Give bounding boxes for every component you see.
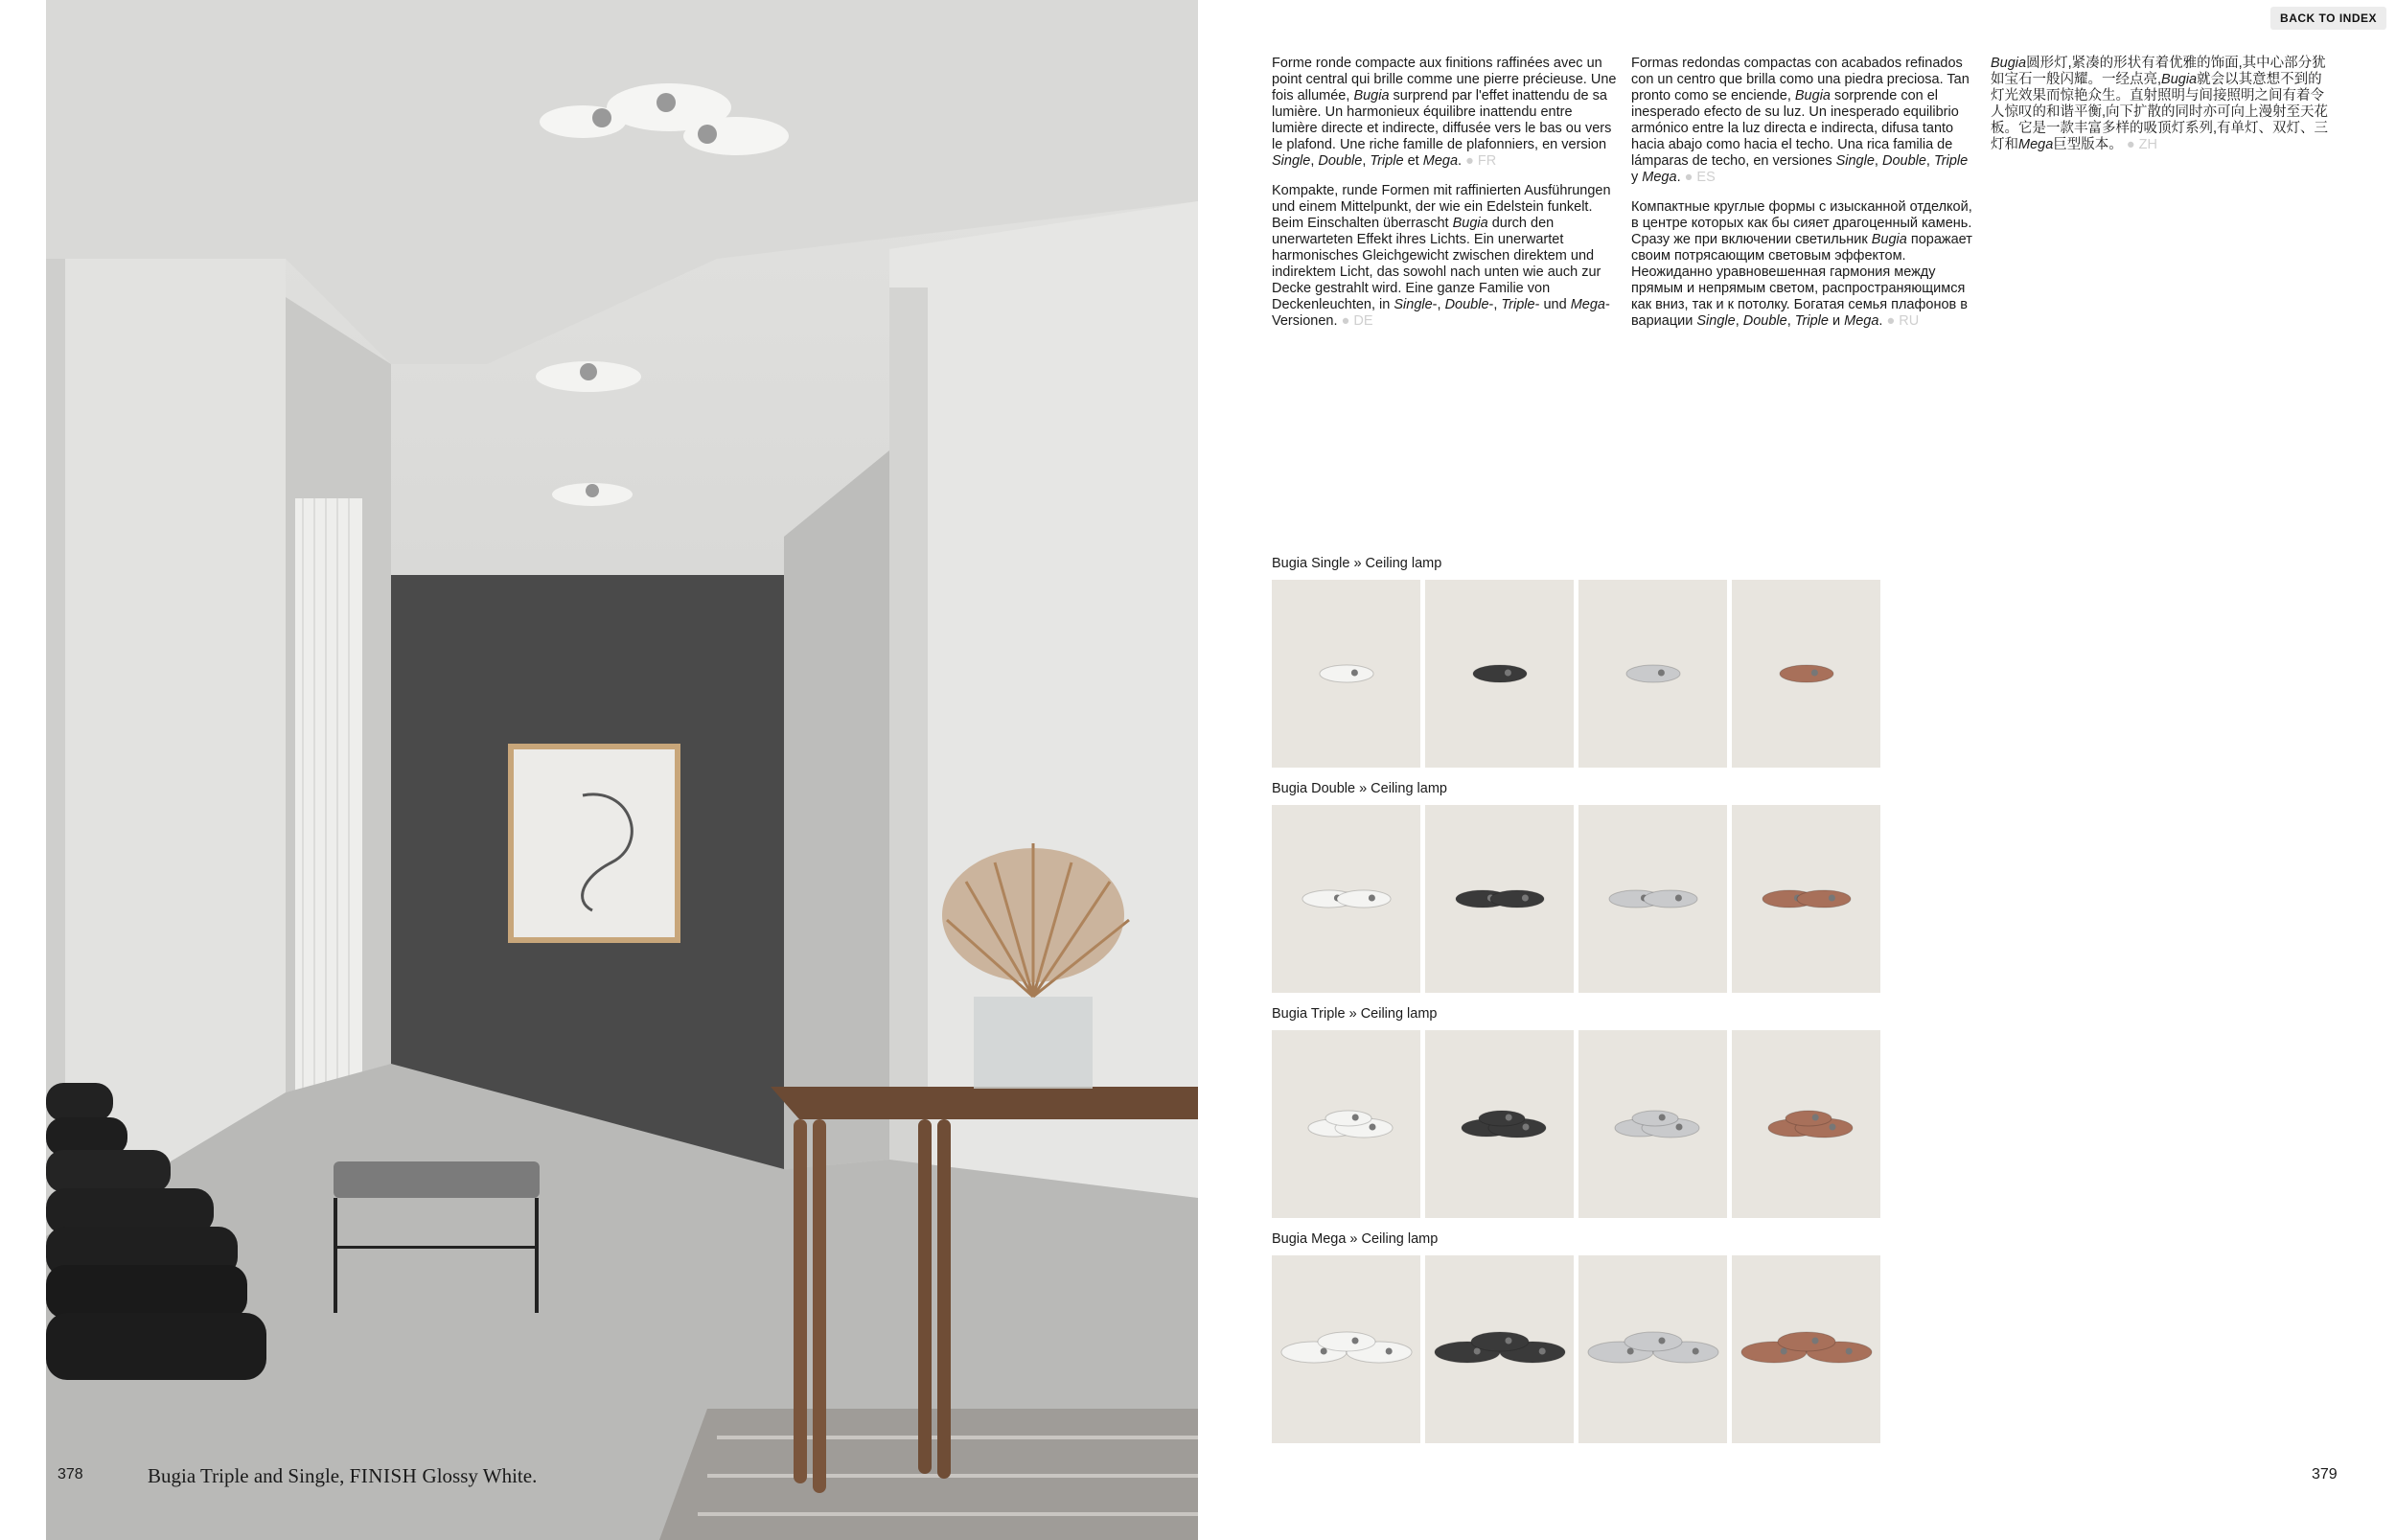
lamp-thumbnail-triple-chrome xyxy=(1586,1095,1720,1153)
product-tile[interactable] xyxy=(1272,805,1420,993)
lamp-diffuser-0 xyxy=(1504,670,1510,677)
lamp-diffuser-1 xyxy=(1368,895,1374,902)
lamp-disc-0 xyxy=(1780,665,1833,682)
lamp-disc-1 xyxy=(1490,890,1544,908)
lamp-diffuser-1 xyxy=(1675,1124,1682,1131)
language-tag-fr: ● FR xyxy=(1465,153,1497,169)
lamp-thumbnail-double-bronze xyxy=(1739,870,1874,928)
lamp-diffuser-1 xyxy=(1828,895,1834,902)
lamp-thumbnail-double-chrome xyxy=(1586,870,1720,928)
lamp-thumbnail-single-white xyxy=(1279,645,1414,702)
product-tile[interactable] xyxy=(1425,1030,1574,1218)
product-tiles-mega xyxy=(1272,1255,1880,1443)
product-tile[interactable] xyxy=(1732,1030,1880,1218)
lamp-diffuser-1 xyxy=(1845,1348,1852,1355)
caption-finish-label: FINISH xyxy=(349,1464,418,1487)
lamp-thumbnail-single-black xyxy=(1433,645,1567,702)
lamp-disc-0 xyxy=(1473,665,1527,682)
lamp-disc-0 xyxy=(1626,665,1680,682)
lamp-disc-0 xyxy=(1320,665,1373,682)
text-fr: Forme ronde compacte aux finitions raffinées avec un point central qui brille comme une pierre précieuse. Une fois allumée, Bugia surprend par l'effet inattendu de sa lumière. Un harmonieux équilibre inattendu entre lumière directe et indirecte, diffusée vers le bas ou vers le plafond. Une riche famille de plafonniers, en version Single, Double, Triple et Mega. ● FR xyxy=(1272,56,1617,169)
lamp-thumbnail-double-white xyxy=(1279,870,1414,928)
product-tiles-single xyxy=(1272,580,1880,768)
back-to-index-button[interactable]: BACK TO INDEX xyxy=(2270,7,2386,30)
lamp-disc-2 xyxy=(1785,1111,1832,1126)
lamp-diffuser-1 xyxy=(1522,1124,1529,1131)
language-tag-zh: ● ZH xyxy=(2126,137,2157,152)
text-de: Kompakte, runde Formen mit raffinierten Ausführungen und einem Mittelpunkt, der wie ein Edelstein funkelt. Beim Einschalten überrascht Bugia durch den unerwarteten Effekt ihres Lichts. Ein unerwartet harmonisches Gleichgewicht zwischen direktem und indirektem Licht, das sowohl nach unten wie auch zur Decke gestrahlt wird. Eine ganze Familie von Deckenleuchten, in Single-, Double-, Triple- und Mega-Versionen. ● DE xyxy=(1272,183,1611,329)
product-tile[interactable] xyxy=(1578,1255,1727,1443)
lamp-diffuser-2 xyxy=(1351,1338,1358,1345)
lamp-diffuser-2 xyxy=(1658,1338,1665,1345)
lamp-diffuser-2 xyxy=(1505,1115,1511,1121)
lamp-thumbnail-mega-black xyxy=(1433,1321,1567,1378)
product-title-single: Bugia Single » Ceiling lamp xyxy=(1272,556,1442,571)
lamp-diffuser-1 xyxy=(1385,1348,1392,1355)
product-tile[interactable] xyxy=(1578,1030,1727,1218)
lamp-diffuser-0 xyxy=(1657,670,1664,677)
lamp-diffuser-2 xyxy=(1658,1115,1665,1121)
lamp-disc-1 xyxy=(1337,890,1391,908)
lamp-disc-1 xyxy=(1797,890,1851,908)
lamp-disc-1 xyxy=(1644,890,1697,908)
lamp-diffuser-1 xyxy=(1521,895,1528,902)
product-tile[interactable] xyxy=(1272,580,1420,768)
lamp-disc-2 xyxy=(1318,1332,1375,1351)
lamp-diffuser-1 xyxy=(1692,1348,1698,1355)
text-es: Formas redondas compactas con acabados refinados con un centro que brilla como una piedra preciosa. Tan pronto como se enciende, Bugia sorprende con el inesperado efecto de su luz. Un inesperado equilibrio armónico entre la luz directa e indirecta, difusa tanto hacia abajo como hacia el techo. Una rica familia de lámparas de techo, en versiones Single, Double, Triple y Mega. ● ES xyxy=(1631,56,1970,185)
lamp-diffuser-2 xyxy=(1811,1115,1818,1121)
product-tile[interactable] xyxy=(1272,1030,1420,1218)
lamp-thumbnail-single-chrome xyxy=(1586,645,1720,702)
lamp-disc-2 xyxy=(1325,1111,1371,1126)
interior-photo xyxy=(46,0,1198,1540)
language-tag-es: ● ES xyxy=(1684,170,1716,185)
lamp-diffuser-2 xyxy=(1505,1338,1511,1345)
lamp-diffuser-1 xyxy=(1674,895,1681,902)
lamp-disc-2 xyxy=(1479,1111,1525,1126)
product-tile[interactable] xyxy=(1425,805,1574,993)
lamp-thumbnail-single-bronze xyxy=(1739,645,1874,702)
lamp-diffuser-2 xyxy=(1811,1338,1818,1345)
language-tag-de: ● DE xyxy=(1341,313,1373,329)
text-ru: Компактные круглые формы с изысканной отделкой, в центре которых как бы сияет драгоценный камень. Сразу же при включении светильник Bugia поражает своим потрясающим световым эффектом. Неожиданно уравновешенная гармония между прямым и непрямым светом, распространяющимся как вниз, так и к потолку. Богатая семья плафонов в вариации Single, Double, Triple и Mega. ● RU xyxy=(1631,199,1972,329)
lamp-disc-2 xyxy=(1778,1332,1835,1351)
page-number-left: 378 xyxy=(58,1466,83,1483)
lamp-diffuser-1 xyxy=(1369,1124,1375,1131)
product-tile[interactable] xyxy=(1732,580,1880,768)
product-tile[interactable] xyxy=(1425,1255,1574,1443)
product-tile[interactable] xyxy=(1425,580,1574,768)
caption-finish-value: Glossy White. xyxy=(422,1464,538,1487)
lamp-diffuser-2 xyxy=(1351,1115,1358,1121)
caption-title: Bugia Triple and Single, xyxy=(148,1464,345,1487)
product-tiles-triple xyxy=(1272,1030,1880,1218)
product-tiles-double xyxy=(1272,805,1880,993)
text-column-1 xyxy=(1272,56,1617,343)
lamp-disc-2 xyxy=(1632,1111,1678,1126)
text-zh: Bugia圆形灯,紧凑的形状有着优雅的饰面,其中心部分犹如宝石一般闪耀。一经点亮,Bugia就会以其意想不到的灯光效果而惊艳众生。直射照明与间接照明之间有着令人惊叹的和谐平衡,向下扩散的同时亦可向上漫射至天花板。它是一款丰富多样的吸顶灯系列,有单灯、双灯、三灯和Mega巨型版本。 ● ZH xyxy=(1991,56,2329,152)
lamp-disc-2 xyxy=(1624,1332,1682,1351)
lamp-thumbnail-triple-bronze xyxy=(1739,1095,1874,1153)
lamp-diffuser-1 xyxy=(1829,1124,1835,1131)
product-tile[interactable] xyxy=(1272,1255,1420,1443)
photo-caption xyxy=(148,1464,537,1488)
product-tile[interactable] xyxy=(1732,805,1880,993)
product-title-double: Bugia Double » Ceiling lamp xyxy=(1272,781,1447,796)
right-page xyxy=(1198,0,2396,1540)
lamp-thumbnail-mega-white xyxy=(1279,1321,1414,1378)
product-tile[interactable] xyxy=(1732,1255,1880,1443)
lamp-thumbnail-double-black xyxy=(1433,870,1567,928)
lamp-thumbnail-triple-black xyxy=(1433,1095,1567,1153)
lamp-diffuser-1 xyxy=(1538,1348,1545,1355)
page-number-right: 379 xyxy=(2312,1466,2338,1483)
product-title-triple: Bugia Triple » Ceiling lamp xyxy=(1272,1006,1438,1022)
lamp-diffuser-0 xyxy=(1350,670,1357,677)
lamp-thumbnail-mega-bronze xyxy=(1739,1321,1874,1378)
language-tag-ru: ● RU xyxy=(1886,313,1920,329)
text-column-2 xyxy=(1631,56,1976,343)
interior-scene-illustration xyxy=(46,0,1198,1540)
lamp-disc-2 xyxy=(1471,1332,1529,1351)
product-tile[interactable] xyxy=(1578,805,1727,993)
lamp-thumbnail-mega-chrome xyxy=(1586,1321,1720,1378)
product-title-mega: Bugia Mega » Ceiling lamp xyxy=(1272,1231,1439,1247)
lamp-thumbnail-triple-white xyxy=(1279,1095,1414,1153)
lamp-diffuser-0 xyxy=(1810,670,1817,677)
text-column-3 xyxy=(1991,56,2336,167)
product-tile[interactable] xyxy=(1578,580,1727,768)
